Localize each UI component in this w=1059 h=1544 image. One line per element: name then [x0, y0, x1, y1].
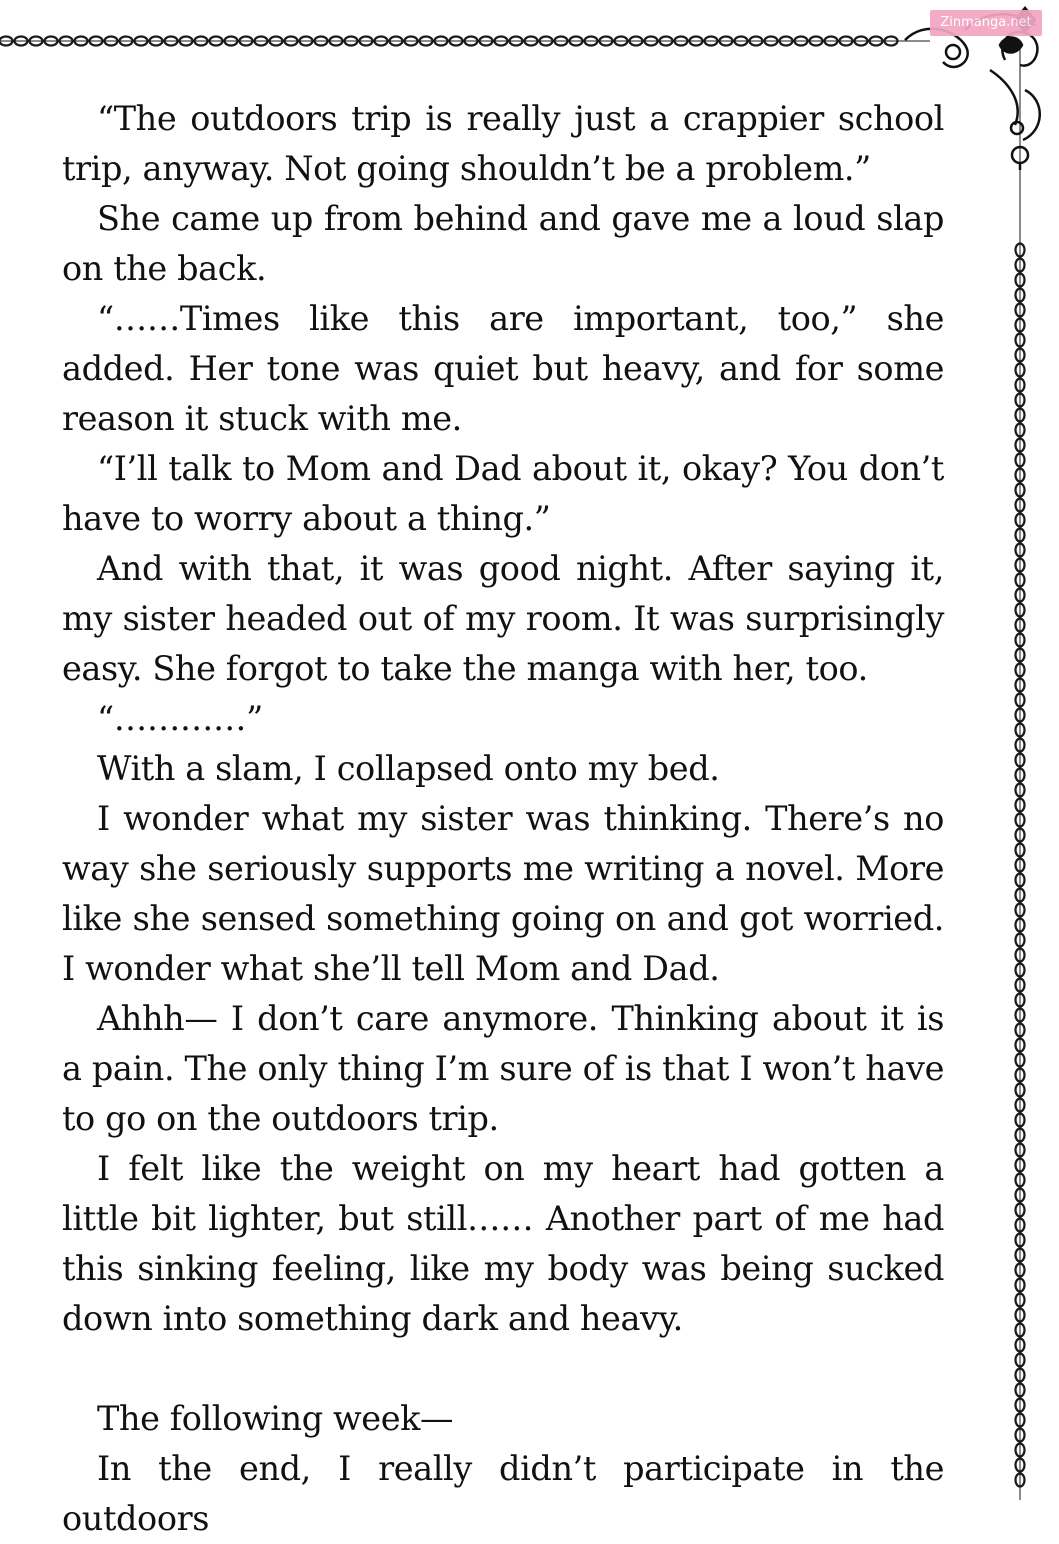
paragraph: “The outdoors trip is really just a crappier school trip, anyway. Not going shouldn’t be a problem.”: [62, 99, 944, 188]
paragraph: The following week—: [97, 1399, 454, 1438]
paragraph: I wonder what my sister was thinking. There’s no way she seriously supports me writing a novel. More like she sensed something going on and got worried. I wonder what she’ll tell Mom and Dad.: [62, 799, 944, 988]
paragraph: I felt like the weight on my heart had gotten a little bit lighter, but still…… Another part of me had this sinking feeling, like my body was being sucked down into something dark and heavy.: [62, 1149, 944, 1338]
right-chain-border-icon: [1000, 40, 1040, 1500]
section-break: [62, 1344, 944, 1394]
site-watermark: Zinmanga.net: [930, 10, 1042, 36]
paragraph: And with that, it was good night. After saying it, my sister headed out of my room. It was surprisingly easy. She forgot to take the manga with her, too.: [62, 549, 944, 688]
top-chain-border-icon: [0, 26, 940, 56]
paragraph: With a slam, I collapsed onto my bed.: [97, 749, 720, 788]
paragraph: She came up from behind and gave me a loud slap on the back.: [62, 199, 944, 288]
paragraph: In the end, I really didn’t participate in the outdoors: [62, 1449, 944, 1538]
paragraph: “I’ll talk to Mom and Dad about it, okay? You don’t have to worry about a thing.”: [62, 449, 944, 538]
novel-text: [62, 94, 944, 1544]
paragraph: Ahhh— I don’t care anymore. Thinking about it is a pain. The only thing I’m sure of is that I won’t have to go on the outdoors trip.: [62, 999, 944, 1138]
paragraph: “……Times like this are important, too,” she added. Her tone was quiet but heavy, and for some reason it stuck with me.: [62, 299, 944, 438]
paragraph: “…………”: [97, 699, 263, 738]
